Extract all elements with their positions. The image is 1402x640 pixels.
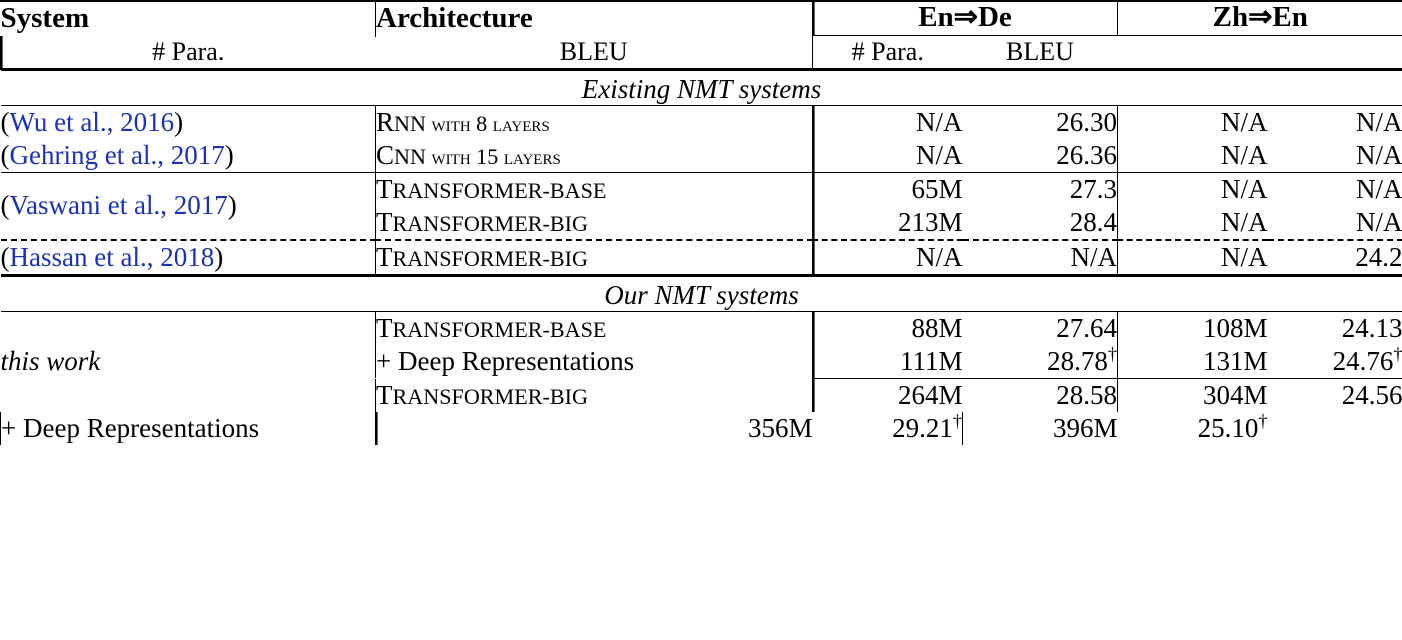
dagger-marker: † bbox=[1393, 343, 1402, 364]
header-system: System bbox=[0, 1, 90, 34]
arch-initial: T bbox=[376, 173, 393, 204]
row-zhen-bleu-ours-base-deep bbox=[1268, 345, 1402, 378]
header-ende-bleu: BLEU bbox=[559, 37, 628, 67]
header-architecture: Architecture bbox=[376, 0, 813, 36]
dagger-marker: † bbox=[1258, 410, 1268, 431]
citation-link[interactable]: Gehring et al., 2017 bbox=[9, 140, 225, 171]
table-row bbox=[1, 173, 1402, 206]
table-row bbox=[1, 106, 1402, 139]
row-ende-bleu-vaswani-base: 27.3 bbox=[1069, 173, 1117, 204]
row-ende-bleu-gehring: 26.36 bbox=[1056, 140, 1117, 171]
row-ende-bleu-vaswani-big: 28.4 bbox=[1069, 206, 1117, 237]
citation-link[interactable]: Wu et al., 2016 bbox=[9, 107, 175, 138]
dagger-marker: † bbox=[952, 410, 962, 431]
bleu-value: 28.58 bbox=[1056, 379, 1117, 410]
paren-open: ( bbox=[0, 140, 10, 171]
arch-rest: RANSFORMER-BIG bbox=[392, 245, 588, 271]
row-zhen-bleu-ours-base bbox=[1268, 312, 1402, 345]
row-arch-vaswani-big bbox=[376, 206, 813, 240]
row-ende-bleu-ours-big-deep bbox=[813, 412, 963, 445]
row-arch-wu bbox=[376, 106, 813, 139]
arch-rest: RANSFORMER-BASE bbox=[392, 316, 607, 342]
bleu-value: 27.64 bbox=[1056, 312, 1117, 343]
row-ende-bleu-hassan: N/A bbox=[1070, 241, 1117, 272]
row-zhen-para-ours-base-deep: 131M bbox=[1118, 345, 1268, 378]
row-arch-vaswani-base bbox=[376, 173, 813, 206]
row-system-this-work: this work bbox=[0, 346, 101, 377]
row-arch-ours-big bbox=[376, 379, 813, 412]
arch-initial: T bbox=[376, 312, 393, 343]
dagger-marker: † bbox=[1107, 343, 1117, 364]
header-group-zhen: Zh⇒En bbox=[1118, 0, 1402, 36]
bleu-value: 24.56 bbox=[1341, 379, 1402, 410]
paren-close: ) bbox=[224, 140, 234, 171]
row-ende-para-ours-base-deep: 111M bbox=[813, 345, 963, 378]
arch-initial: T bbox=[376, 241, 393, 272]
row-zhen-bleu-ours-big bbox=[1268, 379, 1402, 412]
paren-close: ) bbox=[214, 241, 224, 272]
section-title-row-existing bbox=[1, 74, 1402, 106]
section-title-our: Our NMT systems bbox=[604, 279, 799, 310]
bleu-value: 28.78 bbox=[1047, 345, 1108, 376]
row-system-vaswani bbox=[1, 173, 376, 240]
bleu-value: 25.10 bbox=[1197, 412, 1259, 443]
row-zhen-bleu-ours-big-deep bbox=[1118, 412, 1268, 445]
row-zhen-para-ours-big: 304M bbox=[1118, 379, 1268, 412]
header-row-metrics bbox=[1, 36, 1402, 69]
arch-initial: T bbox=[376, 206, 393, 237]
row-zhen-para-hassan: N/A bbox=[1118, 241, 1268, 275]
arch-rest: RANSFORMER-BIG bbox=[392, 210, 588, 236]
arch-initial: R bbox=[376, 107, 395, 138]
paren-open: ( bbox=[0, 107, 10, 138]
row-zhen-para-wu: N/A bbox=[1118, 106, 1268, 139]
row-zhen-bleu-gehring: N/A bbox=[1356, 140, 1402, 171]
row-ende-bleu-ours-base bbox=[963, 312, 1118, 345]
header-group-ende: En⇒De bbox=[813, 0, 1118, 36]
citation-link[interactable]: Hassan et al., 2018 bbox=[9, 241, 215, 272]
arch-initial: C bbox=[376, 140, 395, 171]
row-zhen-bleu-wu: N/A bbox=[1356, 107, 1402, 138]
row-zhen-para-gehring: N/A bbox=[1118, 139, 1268, 172]
paren-close: ) bbox=[174, 107, 184, 138]
row-zhen-bleu-hassan: 24.2 bbox=[1355, 241, 1402, 272]
section-title-row-our bbox=[1, 280, 1402, 312]
row-ende-para-wu: N/A bbox=[813, 106, 963, 139]
row-zhen-para-vaswani-base: N/A bbox=[1118, 173, 1268, 206]
header-row-groups bbox=[1, 0, 1402, 36]
row-ende-para-vaswani-big: 213M bbox=[813, 206, 963, 240]
bleu-value: 24.13 bbox=[1341, 312, 1402, 343]
table-row bbox=[1, 412, 1402, 445]
section-title-existing: Existing NMT systems bbox=[581, 74, 822, 105]
arch-initial: T bbox=[376, 379, 393, 410]
row-arch-hassan bbox=[376, 241, 813, 275]
bleu-value: 24.76 bbox=[1332, 345, 1394, 376]
row-zhen-para-ours-big-deep: 396M bbox=[963, 412, 1118, 445]
row-arch-ours-base-deep: + Deep Representations bbox=[376, 345, 813, 378]
arch-rest: NN with 8 layers bbox=[394, 111, 550, 137]
table-top-rule bbox=[0, 0, 1402, 2]
arch-rest: NN with 15 layers bbox=[394, 144, 561, 170]
table-row bbox=[1, 139, 1402, 172]
row-ende-bleu-ours-big bbox=[963, 379, 1118, 412]
paren-open: ( bbox=[0, 241, 10, 272]
row-zhen-para-ours-base: 108M bbox=[1118, 312, 1268, 345]
row-zhen-bleu-vaswani-big: N/A bbox=[1356, 206, 1402, 237]
bleu-value: 29.21 bbox=[892, 412, 953, 443]
row-ende-para-ours-big: 264M bbox=[813, 379, 963, 412]
paren-open: ( bbox=[0, 190, 10, 221]
row-system-hassan bbox=[1, 241, 376, 275]
table-row bbox=[1, 312, 1402, 345]
arch-rest: RANSFORMER-BIG bbox=[392, 383, 588, 409]
row-ende-bleu-ours-base-deep bbox=[963, 345, 1118, 378]
row-zhen-para-vaswani-big: N/A bbox=[1118, 206, 1268, 240]
row-arch-ours-base bbox=[376, 312, 813, 345]
citation-link[interactable]: Vaswani et al., 2017 bbox=[9, 190, 228, 221]
row-arch-gehring bbox=[376, 139, 813, 172]
row-ende-bleu-wu: 26.30 bbox=[1056, 107, 1117, 138]
row-system-wu bbox=[1, 106, 376, 139]
header-zhen-bleu: BLEU bbox=[1006, 37, 1074, 67]
row-zhen-bleu-vaswani-base: N/A bbox=[1356, 173, 1402, 204]
row-arch-ours-big-deep: + Deep Representations bbox=[1, 412, 376, 445]
row-ende-para-ours-base: 88M bbox=[813, 312, 963, 345]
table-row bbox=[1, 241, 1402, 275]
row-ende-para-vaswani-base: 65M bbox=[813, 173, 963, 206]
row-system-gehring bbox=[1, 139, 376, 172]
row-ende-para-gehring: N/A bbox=[813, 139, 963, 172]
row-ende-para-ours-big-deep: 356M bbox=[376, 412, 813, 445]
header-ende-para: # Para. bbox=[1, 36, 376, 69]
header-zhen-para: # Para. bbox=[813, 36, 963, 69]
paren-close: ) bbox=[227, 190, 237, 221]
row-ende-para-hassan: N/A bbox=[813, 241, 963, 275]
arch-rest: RANSFORMER-BASE bbox=[392, 177, 607, 203]
